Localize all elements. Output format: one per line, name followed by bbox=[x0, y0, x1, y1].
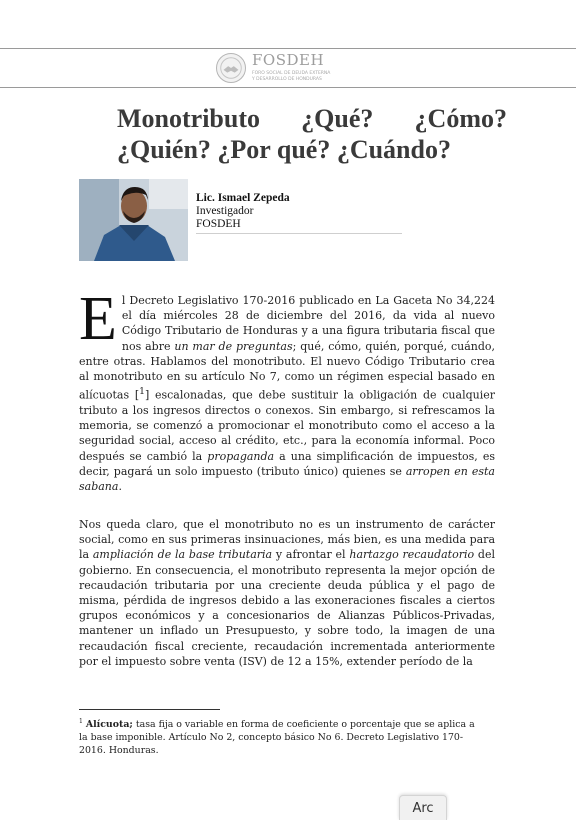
emphasis-text: propaganda bbox=[207, 449, 275, 463]
author-block bbox=[196, 192, 290, 231]
paragraph-text: del gobierno. En consecuencia, el monotributo representa la mejor opción de recaudación tributaria por una creciente deuda pública y el pago de misma, pérdida de ingresos debido a las exoneraciones fiscales a ciertos grupos económicos y a concesionarios de Alianzas Públicos-Privadas, mantener un inflado un Presupuesto, y sobre todo, la imagen de una recaudación fiscal creciente, recaudación incrementada anteriormente por el impuesto sobre venta (ISV) de 12 a 15%, extender período de la bbox=[79, 548, 495, 668]
author-role: Investigador bbox=[196, 205, 254, 217]
title-word-como: ¿Cómo? bbox=[414, 104, 507, 133]
header-top-rule bbox=[0, 48, 576, 49]
logo-subtitle-line-1: FORO SOCIAL DE DEUDA EXTERNA bbox=[252, 71, 331, 76]
author-photo bbox=[79, 179, 188, 261]
footnote-number: 1 bbox=[79, 718, 83, 725]
body-paragraph-2 bbox=[79, 517, 495, 669]
logo-brand-text: FOSDEH bbox=[252, 51, 325, 69]
paragraph-text: y afrontar el bbox=[272, 548, 350, 562]
paragraph-text: ; qué, cómo, quién, porqué, cuándo, entre otras. Hablamos del monotributo. El nuevo Código Tributario crea al monotributo en su artículo No 7, como un régimen especial basado en alícuotas [ bbox=[79, 339, 496, 402]
footnote-term: Alícuota; bbox=[85, 719, 133, 731]
body-paragraph-1 bbox=[79, 285, 496, 494]
drop-cap: E bbox=[79, 285, 117, 353]
title-word-monotributo: Monotributo bbox=[117, 104, 260, 133]
footnote-text: tasa fija o variable en forma de coeficiente o porcentaje que se aplica a la base imponible. Artículo No 2, concepto básico No 6. Decreto Legislativo 170-2016. Honduras. bbox=[79, 719, 475, 757]
paragraph-text: ] escalonadas, que debe sustituir la obligación de cualquier tributo a los ingresos directos o conexos. Sin embargo, si refrescamos la memoria, se comenzó a promocionar el monotributo como el acceso a la seguridad social, acceso al crédito, etc., para la economía informal. Poco después se cambió la bbox=[79, 388, 495, 463]
emphasis-text: un mar de preguntas bbox=[174, 339, 293, 353]
author-divider bbox=[196, 233, 402, 234]
author-name: Lic. Ismael Zepeda bbox=[196, 192, 290, 204]
title-word-que: ¿Qué? bbox=[301, 104, 374, 133]
paragraph-text: l Decreto Legislativo 170-2016 publicado en La Gaceta No 34,224 el día miércoles 28 de diciembre del 2016, da vida al nuevo Código Tributario de Honduras y a una figura tributaria fiscal que nos abre bbox=[121, 294, 495, 353]
title-line-1 bbox=[117, 103, 507, 134]
arc-button[interactable]: Arc bbox=[399, 795, 447, 820]
article-title bbox=[117, 103, 517, 165]
footnote-reference[interactable]: 1 bbox=[139, 386, 145, 398]
header-bottom-rule bbox=[0, 87, 576, 88]
emphasis-text: hartazgo recaudatorio bbox=[349, 548, 475, 562]
author-organization: FOSDEH bbox=[196, 218, 241, 230]
footnote-separator bbox=[79, 709, 220, 710]
fosdeh-logo bbox=[216, 51, 346, 85]
emphasis-text: arropen en esta sabana bbox=[79, 464, 495, 494]
handshake-icon bbox=[216, 53, 246, 83]
title-line-2: ¿Quién? ¿Por qué? ¿Cuándo? bbox=[117, 135, 451, 164]
footnote-1 bbox=[79, 715, 479, 757]
paragraph-text: . bbox=[118, 480, 122, 494]
paragraph-text: a una simplificación de impuestos, es decir, pagará un solo impuesto (tributo único) quienes se bbox=[79, 449, 496, 478]
emphasis-text: ampliación de la base tributaria bbox=[92, 548, 273, 562]
paragraph-text: Nos queda claro, que el monotributo no es un instrumento de carácter social, como en sus primeras insinuaciones, más bien, es una medida para la bbox=[79, 518, 495, 562]
logo-subtitle-line-2: Y DESARROLLO DE HONDURAS bbox=[252, 77, 322, 82]
